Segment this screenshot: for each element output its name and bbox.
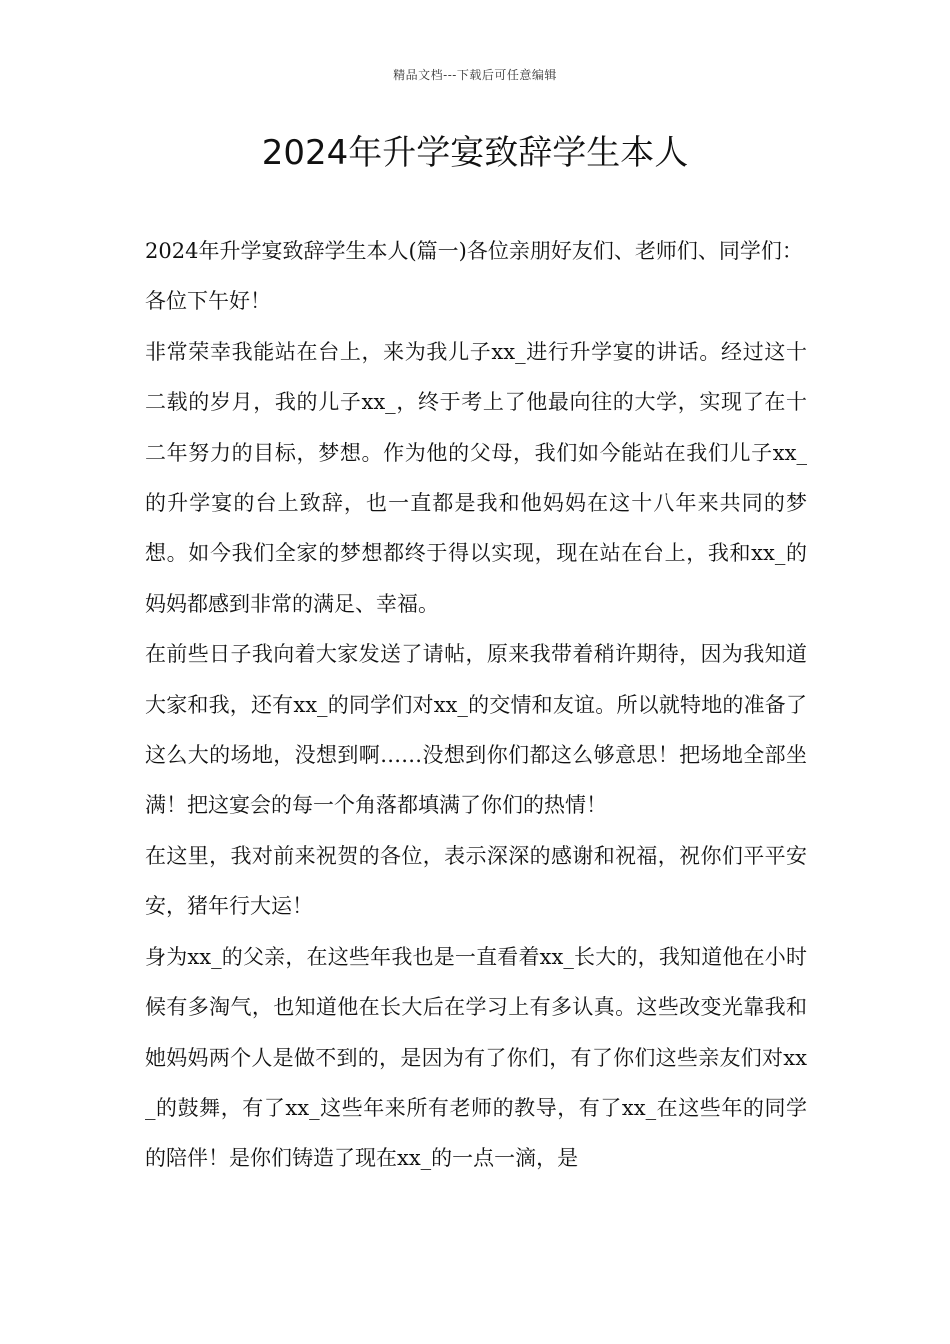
paragraph-honor: 非常荣幸我能站在台上，来为我儿子xx_进行升学宴的讲话。经过这十二载的岁月，我的儿子xx_，终于考上了他最向往的大学，实现了在十二年努力的目标，梦想。作为他的父母，我们如今能站在我们儿子xx_的升学宴的台上致辞，也一直都是我和他妈妈在这十八年来共同的梦想。如今我们全家的梦想都终于得以实现，现在站在台上，我和xx_的妈妈都感到非常的满足、幸福。 — [145, 339, 807, 616]
paragraph-father: 身为xx_的父亲，在这些年我也是一直看着xx_长大的，我知道他在小时候有多淘气，也知道他在长大后在学习上有多认真。这些改变光靠我和她妈妈两个人是做不到的，是因为有了你们，有了你们这些亲友们对xx_的鼓舞，有了xx_这些年来所有老师的教导，有了xx_在这些年的同学的陪伴！是你们铸造了现在xx_的一点一滴，是 — [145, 944, 807, 1171]
document-title: 2024年升学宴致辞学生本人 — [261, 133, 689, 173]
paragraph-thanks: 在这里，我对前来祝贺的各位，表示深深的感谢和祝福，祝你们平平安安，猪年行大运！ — [145, 843, 807, 919]
paragraph-good-afternoon: 各位下午好！ — [145, 289, 271, 314]
paragraph-greeting: 2024年升学宴致辞学生本人(篇一)各位亲朋好友们、老师们、同学们： — [145, 239, 803, 263]
header-note: 精品文档---下载后可任意编辑 — [393, 68, 557, 82]
document-body — [145, 226, 807, 1184]
paragraph-invitation: 在前些日子我向着大家发送了请帖，原来我带着稍许期待，因为我知道大家和我，还有xx_的同学们对xx_的交情和友谊。所以就特地的准备了这么大的场地，没想到啊……没想到你们都这么够意思！把场地全部坐满！把这宴会的每一个角落都填满了你们的热情！ — [145, 642, 807, 818]
